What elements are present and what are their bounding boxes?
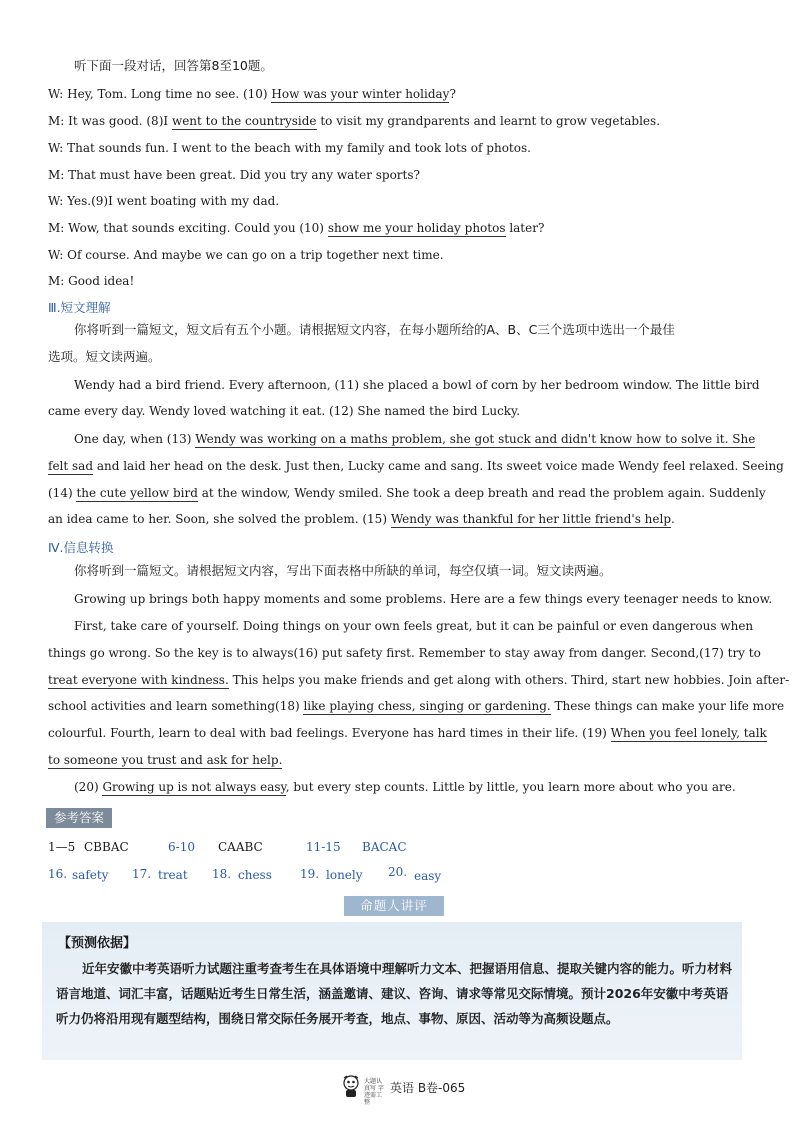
- dialogue-u: How was your winter holiday: [271, 87, 450, 101]
- dialogue-post: ?: [449, 87, 456, 101]
- dialogue-speaker: W:: [48, 194, 64, 208]
- dialogue-pre: Good idea!: [64, 274, 135, 288]
- dialogue-pre: Hey, Tom. Long time no see. (10): [63, 87, 272, 101]
- section3-instr2: 选项。短文读两遍。: [48, 349, 161, 364]
- intro-8-10: 听下面一段对话，回答第8至10题。: [74, 58, 273, 73]
- dialogue-speaker: W:: [48, 248, 64, 262]
- passage1-line1: Wendy had a bird friend. Every afternoon, (11) she placed a bowl of corn by her bedroom window. The little bird: [74, 378, 760, 392]
- dialogue-post: to visit my grandparents and learnt to grow vegetables.: [316, 114, 661, 128]
- dialogue-post: later?: [505, 221, 545, 235]
- dialogue-line: [48, 113, 660, 129]
- answer-17: treat: [158, 868, 188, 882]
- answer-11-15: BACAC: [362, 840, 407, 854]
- answer-range-6-10: 6-10: [168, 840, 195, 854]
- answer-num-17: 17.: [132, 867, 152, 881]
- dialogue-u: show me your holiday photos: [327, 221, 506, 235]
- answer-18: chess: [238, 868, 272, 882]
- mascot-logo-icon: [340, 1074, 362, 1098]
- answer-16: safety: [72, 868, 109, 882]
- answer-20: easy: [414, 869, 442, 883]
- passage3-line5: school activities and learn something(18) like playing chess, singing or gardening. These things can make your life more: [48, 699, 785, 713]
- answer-num-19: 19.: [300, 867, 320, 881]
- dialogue-line: [48, 86, 456, 102]
- dialogue-pre: Of course. And maybe we can go on a trip together next time.: [63, 248, 444, 262]
- dialogue-line: [48, 273, 134, 289]
- section4-title: Ⅳ.信息转换: [48, 540, 114, 555]
- passage1-line2: came every day. Wendy loved watching it eat. (12) She named the bird Lucky.: [48, 404, 521, 418]
- section3-instr1: 你将听到一篇短文，短文后有五个小题。请根据短文内容，在每小题所给的A、B、C三个选项中选出一个最佳: [74, 322, 675, 337]
- passage2-line1: One day, when (13) Wendy was working on a maths problem, she got stuck and didn't know how to solve it. She: [74, 432, 756, 446]
- dialogue-speaker: M:: [48, 274, 65, 288]
- passage3-line1: Growing up brings both happy moments and some problems. Here are a few things every teenager needs to know.: [74, 592, 773, 606]
- passage2-line3: (14) the cute yellow bird at the window, Wendy smiled. She took a deep breath and read the problem again. Suddenly: [48, 486, 766, 500]
- answers-label: 参考答案: [46, 808, 112, 828]
- dialogue-line: [48, 167, 420, 183]
- commentary-label: 命题人讲评: [344, 896, 444, 916]
- section4-instr: 你将听到一篇短文。请根据短文内容，写出下面表格中所缺的单词，每空仅填一词。短文读两遍。: [74, 563, 612, 578]
- dialogue-line: [48, 247, 444, 263]
- dialogue-pre: Wow, that sounds exciting. Could you (10): [64, 221, 328, 235]
- dialogue-pre: Yes.(9)I went boating with my dad.: [63, 194, 280, 208]
- dialogue-line: [48, 193, 279, 209]
- answer-6-10: CAABC: [218, 840, 263, 854]
- commentary-title: 【预测依据】: [58, 936, 137, 951]
- passage3-line2: First, take care of yourself. Doing things on your own feels great, but it can be painful or even dangerous when: [74, 619, 754, 633]
- dialogue-line: [48, 220, 544, 236]
- page-number: 英语 B卷-065: [390, 1081, 466, 1095]
- answer-range-11-15: 11-15: [306, 840, 341, 854]
- passage2-line4: an idea came to her. Soon, she solved the problem. (15) Wendy was thankful for her little friend's help.: [48, 512, 675, 526]
- passage3-line8: (20) Growing up is not always easy, but every step counts. Little by little, you learn more about who you are.: [74, 780, 736, 794]
- logo-text: 大题认真写 字迹需工整: [364, 1078, 384, 1106]
- commentary-text: 近年安徽中考英语听力试题注重考查考生在具体语境中理解听力文本、把握语用信息、提取关键内容的能力。听力材料语言地道、词汇丰富，话题贴近考生日常生活，涵盖邀请、建议、咨询、请求等常见交际情境。预计2026年安徽中考英语听力仍将沿用现有题型结构，围绕日常交际任务展开考查，地点、事物、原因、活动等为高频设题点。: [56, 961, 733, 1026]
- answer-range-1-5: 1—5: [48, 840, 76, 854]
- dialogue-speaker: M:: [48, 114, 65, 128]
- answer-1-5: CBBAC: [84, 840, 129, 854]
- passage3-line4: treat everyone with kindness. This helps you make friends and get along with others. Third, start new hobbies. Join after-: [48, 673, 790, 687]
- dialogue-pre: That must have been great. Did you try any water sports?: [64, 168, 420, 182]
- passage3-line7: to someone you trust and ask for help.: [48, 753, 283, 767]
- dialogue-speaker: M:: [48, 168, 65, 182]
- answer-num-18: 18.: [212, 867, 232, 881]
- dialogue-pre: That sounds fun. I went to the beach with my family and took lots of photos.: [63, 141, 531, 155]
- answer-19: lonely: [326, 868, 363, 882]
- section3-title: Ⅲ.短文理解: [48, 300, 111, 315]
- dialogue-speaker: W:: [48, 87, 64, 101]
- dialogue-speaker: W:: [48, 141, 64, 155]
- answer-num-20: 20.: [388, 865, 408, 879]
- passage3-line6: colourful. Fourth, learn to deal with bad feelings. Everyone has hard times in their life. (19) When you feel lonely, talk: [48, 726, 767, 740]
- passage3-line3: things go wrong. So the key is to always(16) put safety first. Remember to stay away from danger. Second,(17) try to: [48, 646, 761, 660]
- passage2-line2: felt sad and laid her head on the desk. Just then, Lucky came and sang. Its sweet voice made Wendy feel relaxed. Seeing: [48, 459, 784, 473]
- dialogue-u: went to the countryside: [171, 114, 317, 128]
- dialogue-line: [48, 140, 531, 156]
- dialogue-speaker: M:: [48, 221, 65, 235]
- answer-num-16: 16.: [48, 867, 68, 881]
- dialogue-pre: It was good. (8)I: [64, 114, 172, 128]
